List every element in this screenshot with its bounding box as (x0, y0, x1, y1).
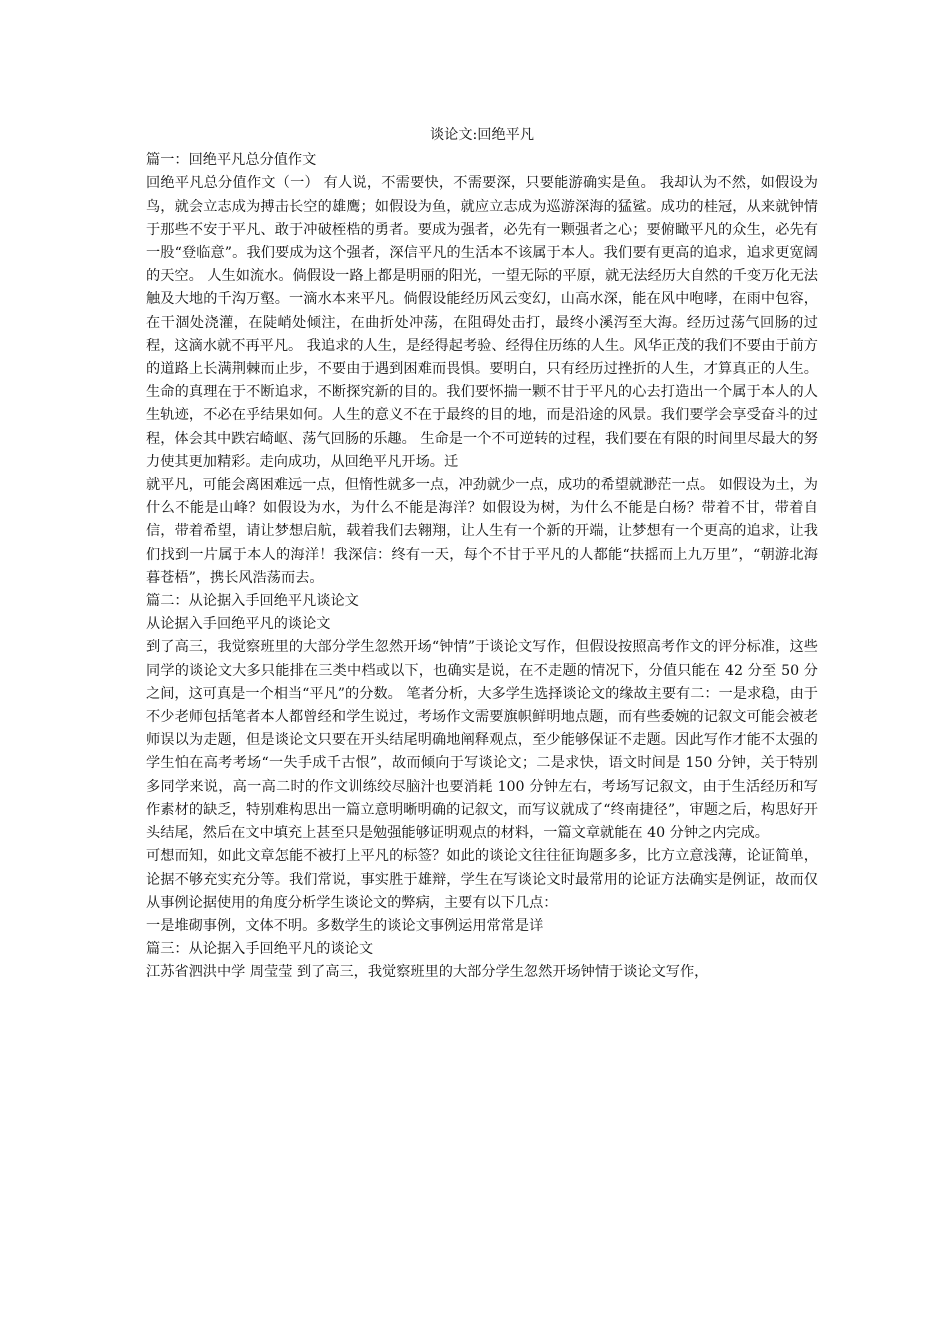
paragraph: 江苏省泗洪中学 周莹莹 到了高三，我觉察班里的大部分学生忽然开场钟情于谈论文写作， (146, 964, 709, 981)
section-heading-3: 篇三：从论据入手回绝平凡的谈论文 (146, 941, 374, 958)
section-heading-1: 篇一：回绝平凡总分值作文 (146, 152, 317, 169)
paragraph: 回绝平凡总分值作文（一） 有人说，不需要快，不需要深，只要能游确实是鱼。 我却认为不然，如假设为鸟，就会立志成为搏击长空的雄鹰；如假设为鱼，就应立志成为巡游深海的猛鲨。成功的桂冠，从来就钟情于那些不安于平凡、敢于冲破桎梏的勇者。要成为强者，必先有一颗强者之心；要俯瞰平凡的众生，必先有一股“登临意”。我们要成为这个强者，深信平凡的生活本不该属于本人。我们要有更高的追求，追求更宽阔的天空。 人生如流水。倘假设一路上都是明丽的阳光，一望无际的平原，就无法经历大自然的千变万化无法触及大地的千沟万壑。一滴水本来平凡。倘假设能经历风云变幻，山高水深，能在风中咆哮，在雨中包容，在干涸处浇灌，在陡峭处倾注，在曲折处冲荡，在阻碍处击打，最终小溪泻至大海。经历过荡气回肠的过程，这滴水就不再平凡。 我追求的人生，是经得起考验、经得住历练的人生。风华正茂的我们不要由于前方的道路上长满荆棘而止步，不要由于遇到困难而畏惧。要明白，只有经历过挫折的人生，才算真正的人生。 生命的真理在于不断追求，不断探究新的目的。我们要怀揣一颗不甘于平凡的心去打造出一个属于本人的人生轨迹，不必在乎结果如何。人生的意义不在于最终的目的地，而是沿途的风景。我们要学会享受奋斗的过程，体会其中跌宕崎岖、荡气回肠的乐趣。 生命是一个不可逆转的过程，我们要在有限的时间里尽最大的努力使其更加精彩。走向成功，从回绝平凡开场。迁 (146, 175, 818, 470)
paragraph: 一是堆砌事例，文体不明。多数学生的谈论文事例运用常常是详 (146, 917, 544, 934)
document-title: 谈论文:回绝平凡 (429, 127, 535, 143)
paragraph: 从论据入手回绝平凡的谈论文 (146, 616, 331, 633)
paragraph: 到了高三，我觉察班里的大部分学生忽然开场“钟情”于谈论文写作，但假设按照高考作文的评分标准，这些同学的谈论文大多只能排在三类中档或以下，也确实是说，在不走题的情况下，分值只能在 42 分至 50 分之间，这可真是一个相当“平凡”的分数。 笔者分析，大多学生选择谈论文的缘故主要有二：一是求稳，由于不少老师包括笔者本人都曾经和学生说过，考场作文需要旗帜鲜明地点题，而有些委婉的记叙文可能会被老师误以为走题，但是谈论文只要在开头结尾明确地阐释观点，至少能够保证不走题。因此写作才能不太强的学生怕在高考考场“一失手成千古恨”，故而倾向于写谈论文；二是求快，语文时间是 150 分钟，关于特别多同学来说，高一高二时的作文训练绞尽脑汁也要消耗 100 分钟左右，考场写记叙文，由于生活经历和写作素材的缺乏，特别难构思出一篇立意明晰明确的记叙文，而写议就成了“终南捷径”，审题之后，构思好开头结尾，然后在文中填充上甚至只是勉强能够证明观点的材料，一篇文章就能在 40 分钟之内完成。 (146, 639, 818, 842)
document-page (146, 124, 818, 985)
paragraph: 可想而知，如此文章怎能不被打上平凡的标签？如此的谈论文往往征询题多多，比方立意浅薄，论证简单，论据不够充实充分等。我们常说，事实胜于雄辩，学生在写谈论文时最常用的论证方法确实是例证，故而仅从事例论据使用的角度分析学生谈论文的弊病，主要有以下几点： (146, 848, 818, 911)
paragraph: 就平凡，可能会离困难远一点，但惰性就多一点，冲劲就少一点，成功的希望就渺茫一点。 如假设为土，为什么不能是山峰？如假设为水，为什么不能是海洋？如假设为树，为什么不能是白杨？带着不甘，带着自信，带着希望，请让梦想启航，载着我们去翱翔，让人生有一个新的开端，让梦想有一个更高的追求，让我们找到一片属于本人的海洋！我深信：终有一天，每个不甘于平凡的人都能“扶摇而上九万里”，“朝游北海暮苍梧”，携长风浩荡而去。 (146, 477, 818, 586)
section-heading-2: 篇二：从论据入手回绝平凡谈论文 (146, 593, 359, 610)
